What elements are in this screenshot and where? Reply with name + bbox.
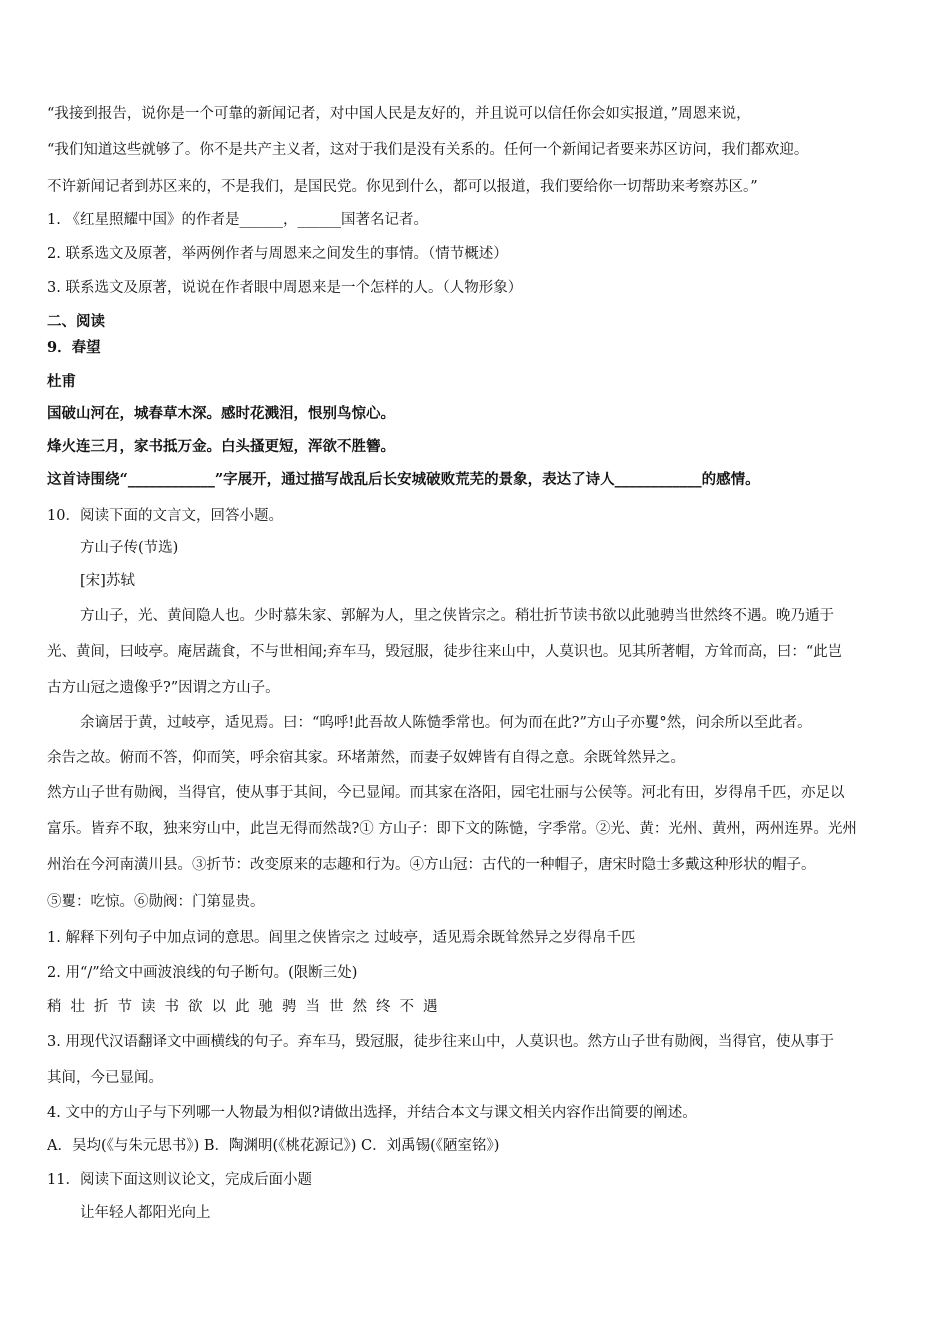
answer-options: A．吴均(《与朱元思书》) B．陶渊明(《桃花源记》) C．刘禹锡(《陋室铭》): [47, 1138, 500, 1154]
classical-paragraph: 光、黄间，曰岐亭。庵居蔬食，不与世相闻;弃车马，毁冠服，徒步往来山中，人莫识也。见其所著帽，方耸而高，曰：“此岂: [47, 644, 843, 660]
passage-line: “我接到报告，说你是一个可靠的新闻记者，对中国人民是友好的，并且说可以信任你会如实报道，”周恩来说，: [47, 106, 751, 122]
footnotes: ⑤矍：吃惊。⑥勋阀：门第显贵。: [47, 894, 265, 910]
subquestion-3: 3. 用现代汉语翻译文中画横线的句子。弃车马，毁冠服，徒步往来山中，人莫识也。然方山子世有勋阀，当得官，使从事于: [47, 1034, 834, 1050]
question-11: 11．阅读下面这则议论文，完成后面小题: [47, 1172, 312, 1188]
poem-line: 烽火连三月，家书抵万金。白头搔更短，浑欲不胜簪。: [47, 438, 395, 455]
essay-title: 让年轻人都阳光向上: [80, 1205, 211, 1221]
question-2: 2. 联系选文及原著，举两例作者与周恩来之间发生的事情。（情节概述）: [47, 246, 508, 262]
poem-question: 这首诗围绕“____________”字展开，通过描写战乱后长安城破败荒芜的景象，表达了诗人____________的感情。: [47, 471, 760, 488]
poem-title: 9．春望: [47, 339, 101, 356]
subquestion-4: 4. 文中的方山子与下列哪一人物最为相似?请做出选择，并结合本文与课文相关内容作出简要的阐述。: [47, 1105, 697, 1121]
subquestion-1: 1. 解释下列句子中加点词的意思。闾里之侠皆宗之 过岐亭，适见焉余既耸然异之岁得帛千匹: [47, 930, 636, 946]
classical-author: [宋]苏轼: [80, 573, 135, 589]
poem-line: 国破山河在，城春草木深。感时花溅泪，恨别鸟惊心。: [47, 405, 395, 422]
classical-paragraph: 余谪居于黄，过岐亭，适见焉。曰：“呜呼!此吾故人陈慥季常也。何为而在此?”方山子亦矍°然，问余所以至此者。: [80, 715, 812, 731]
question-3: 3. 联系选文及原著，说说在作者眼中周恩来是一个怎样的人。（人物形象）: [47, 280, 523, 296]
passage-line: 不许新闻记者到苏区来的，不是我们，是国民党。你见到什么，都可以报道，我们要给你一切帮助来考察苏区。”: [47, 179, 758, 195]
passage-line: “我们知道这些就够了。你不是共产主义者，这对于我们是没有关系的。任何一个新闻记者要来苏区访问，我们都欢迎。: [47, 142, 809, 158]
classical-title: 方山子传(节选): [80, 540, 179, 556]
classical-paragraph: 然方山子世有勋阀，当得官，使从事于其间，今已显闻。而其家在洛阳，园宅壮丽与公侯等。河北有田，岁得帛千匹，亦足以: [47, 785, 845, 801]
subquestion-3: 其间，今已显闻。: [47, 1070, 163, 1086]
question-1: 1. 《红星照耀中国》的作者是______，______国著名记者。: [47, 212, 428, 228]
subquestion-2: 2. 用“/”给文中画波浪线的句子断句。(限断三处): [47, 965, 358, 981]
punctuation-sentence: 稍壮折节读书欲以此驰骋当世然终不遇: [47, 999, 447, 1015]
classical-paragraph: 富乐。皆弃不取，独来穷山中，此岂无得而然哉?① 方山子：即下文的陈慥，字季常。②光、黄：光州、黄州，两州连界。光州: [47, 821, 857, 837]
classical-paragraph: 方山子，光、黄间隐人也。少时慕朱家、郭解为人，里之侠皆宗之。稍壮折节读书欲以此驰骋当世然终不遇。晚乃遁于: [80, 608, 834, 624]
classical-paragraph: 余告之故。俯而不答，仰而笑，呼余宿其家。环堵萧然，而妻子奴婢皆有自得之意。余既耸然异之。: [47, 750, 685, 766]
question-10: 10．阅读下面的文言文，回答小题。: [47, 508, 283, 524]
classical-paragraph: 古方山冠之遗像乎?”因谓之方山子。: [47, 680, 280, 696]
footnotes: 州治在今河南潢川县。③折节：改变原来的志趣和行为。④方山冠：古代的一种帽子，唐宋时隐士多戴这种形状的帽子。: [47, 857, 816, 873]
poem-author: 杜甫: [47, 373, 76, 390]
section-heading: 二、阅读: [47, 313, 105, 330]
